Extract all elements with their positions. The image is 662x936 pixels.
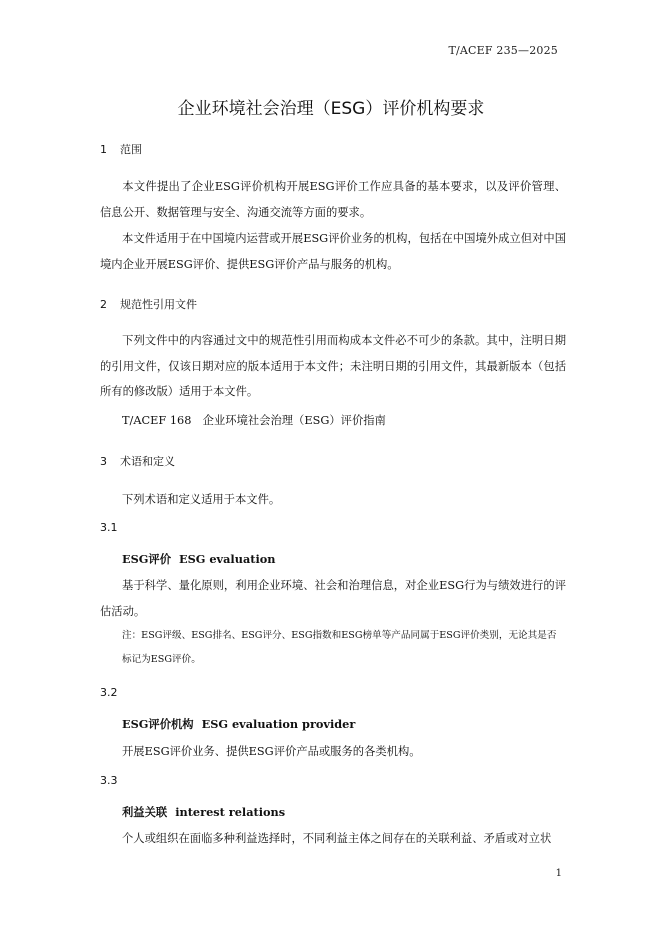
section-number: 3 (100, 455, 107, 468)
term-note: 注：ESG评级、ESG排名、ESG评分、ESG指数和ESG榜单等产品同属于ESG评价类别，无论其是否标记为ESG评价。 (122, 630, 557, 665)
section-heading-scope (100, 141, 142, 157)
term-number: 3.1 (100, 521, 118, 534)
section-title: 术语和定义 (120, 455, 175, 468)
term-en: ESG evaluation (179, 552, 276, 566)
term-title (122, 804, 285, 820)
section-heading-terms (100, 453, 175, 469)
paragraph-text: 基于科学、量化原则，利用企业环境、社会和治理信息，对企业ESG行为与绩效进行的评估活动。 (100, 579, 566, 618)
scope-paragraph-2 (100, 226, 566, 277)
term-title (122, 551, 276, 567)
scope-paragraph-1 (100, 174, 566, 225)
section-heading-normative-references (100, 296, 197, 312)
term-number: 3.3 (100, 774, 118, 787)
reference-item: T/ACEF 168 企业环境社会治理（ESG）评价指南 (122, 414, 386, 427)
document-title: 企业环境社会治理（ESG）评价机构要求 (177, 99, 485, 119)
page-number: 1 (555, 868, 562, 879)
section-title: 规范性引用文件 (120, 298, 197, 311)
document-code: T/ACEF 235—2025 (448, 44, 558, 57)
section-number: 1 (100, 143, 107, 156)
terms-intro: 下列术语和定义适用于本文件。 (122, 493, 281, 506)
paragraph-text: 下列文件中的内容通过文中的规范性引用而构成本文件必不可少的条款。其中，注明日期的引用文件，仅该日期对应的版本适用于本文件；未注明日期的引用文件，其最新版本（包括所有的修改版）适用于本文件。 (100, 334, 566, 398)
paragraph-text: 本文件提出了企业ESG评价机构开展ESG评价工作应具备的基本要求，以及评价管理、信息公开、数据管理与安全、沟通交流等方面的要求。 (100, 180, 566, 219)
term-number: 3.2 (100, 686, 118, 699)
section-number: 2 (100, 298, 107, 311)
term-zh: ESG评价机构 (122, 717, 194, 731)
term-title (122, 716, 355, 732)
term-definition: 个人或组织在面临多种利益选择时，不同利益主体之间存在的关联利益、矛盾或对立状 (122, 832, 552, 845)
term-definition: 开展ESG评价业务、提供ESG评价产品或服务的各类机构。 (122, 745, 421, 758)
section-title: 范围 (120, 143, 142, 156)
term-en: ESG evaluation provider (201, 717, 356, 731)
term-definition (100, 573, 566, 624)
term-zh: 利益关联 (122, 805, 168, 819)
paragraph-text: 本文件适用于在中国境内运营或开展ESG评价业务的机构，包括在中国境外成立但对中国境内企业开展ESG评价、提供ESG评价产品与服务的机构。 (100, 232, 566, 271)
term-zh: ESG评价 (122, 552, 172, 566)
references-paragraph (100, 328, 566, 405)
term-en: interest relations (175, 805, 286, 819)
